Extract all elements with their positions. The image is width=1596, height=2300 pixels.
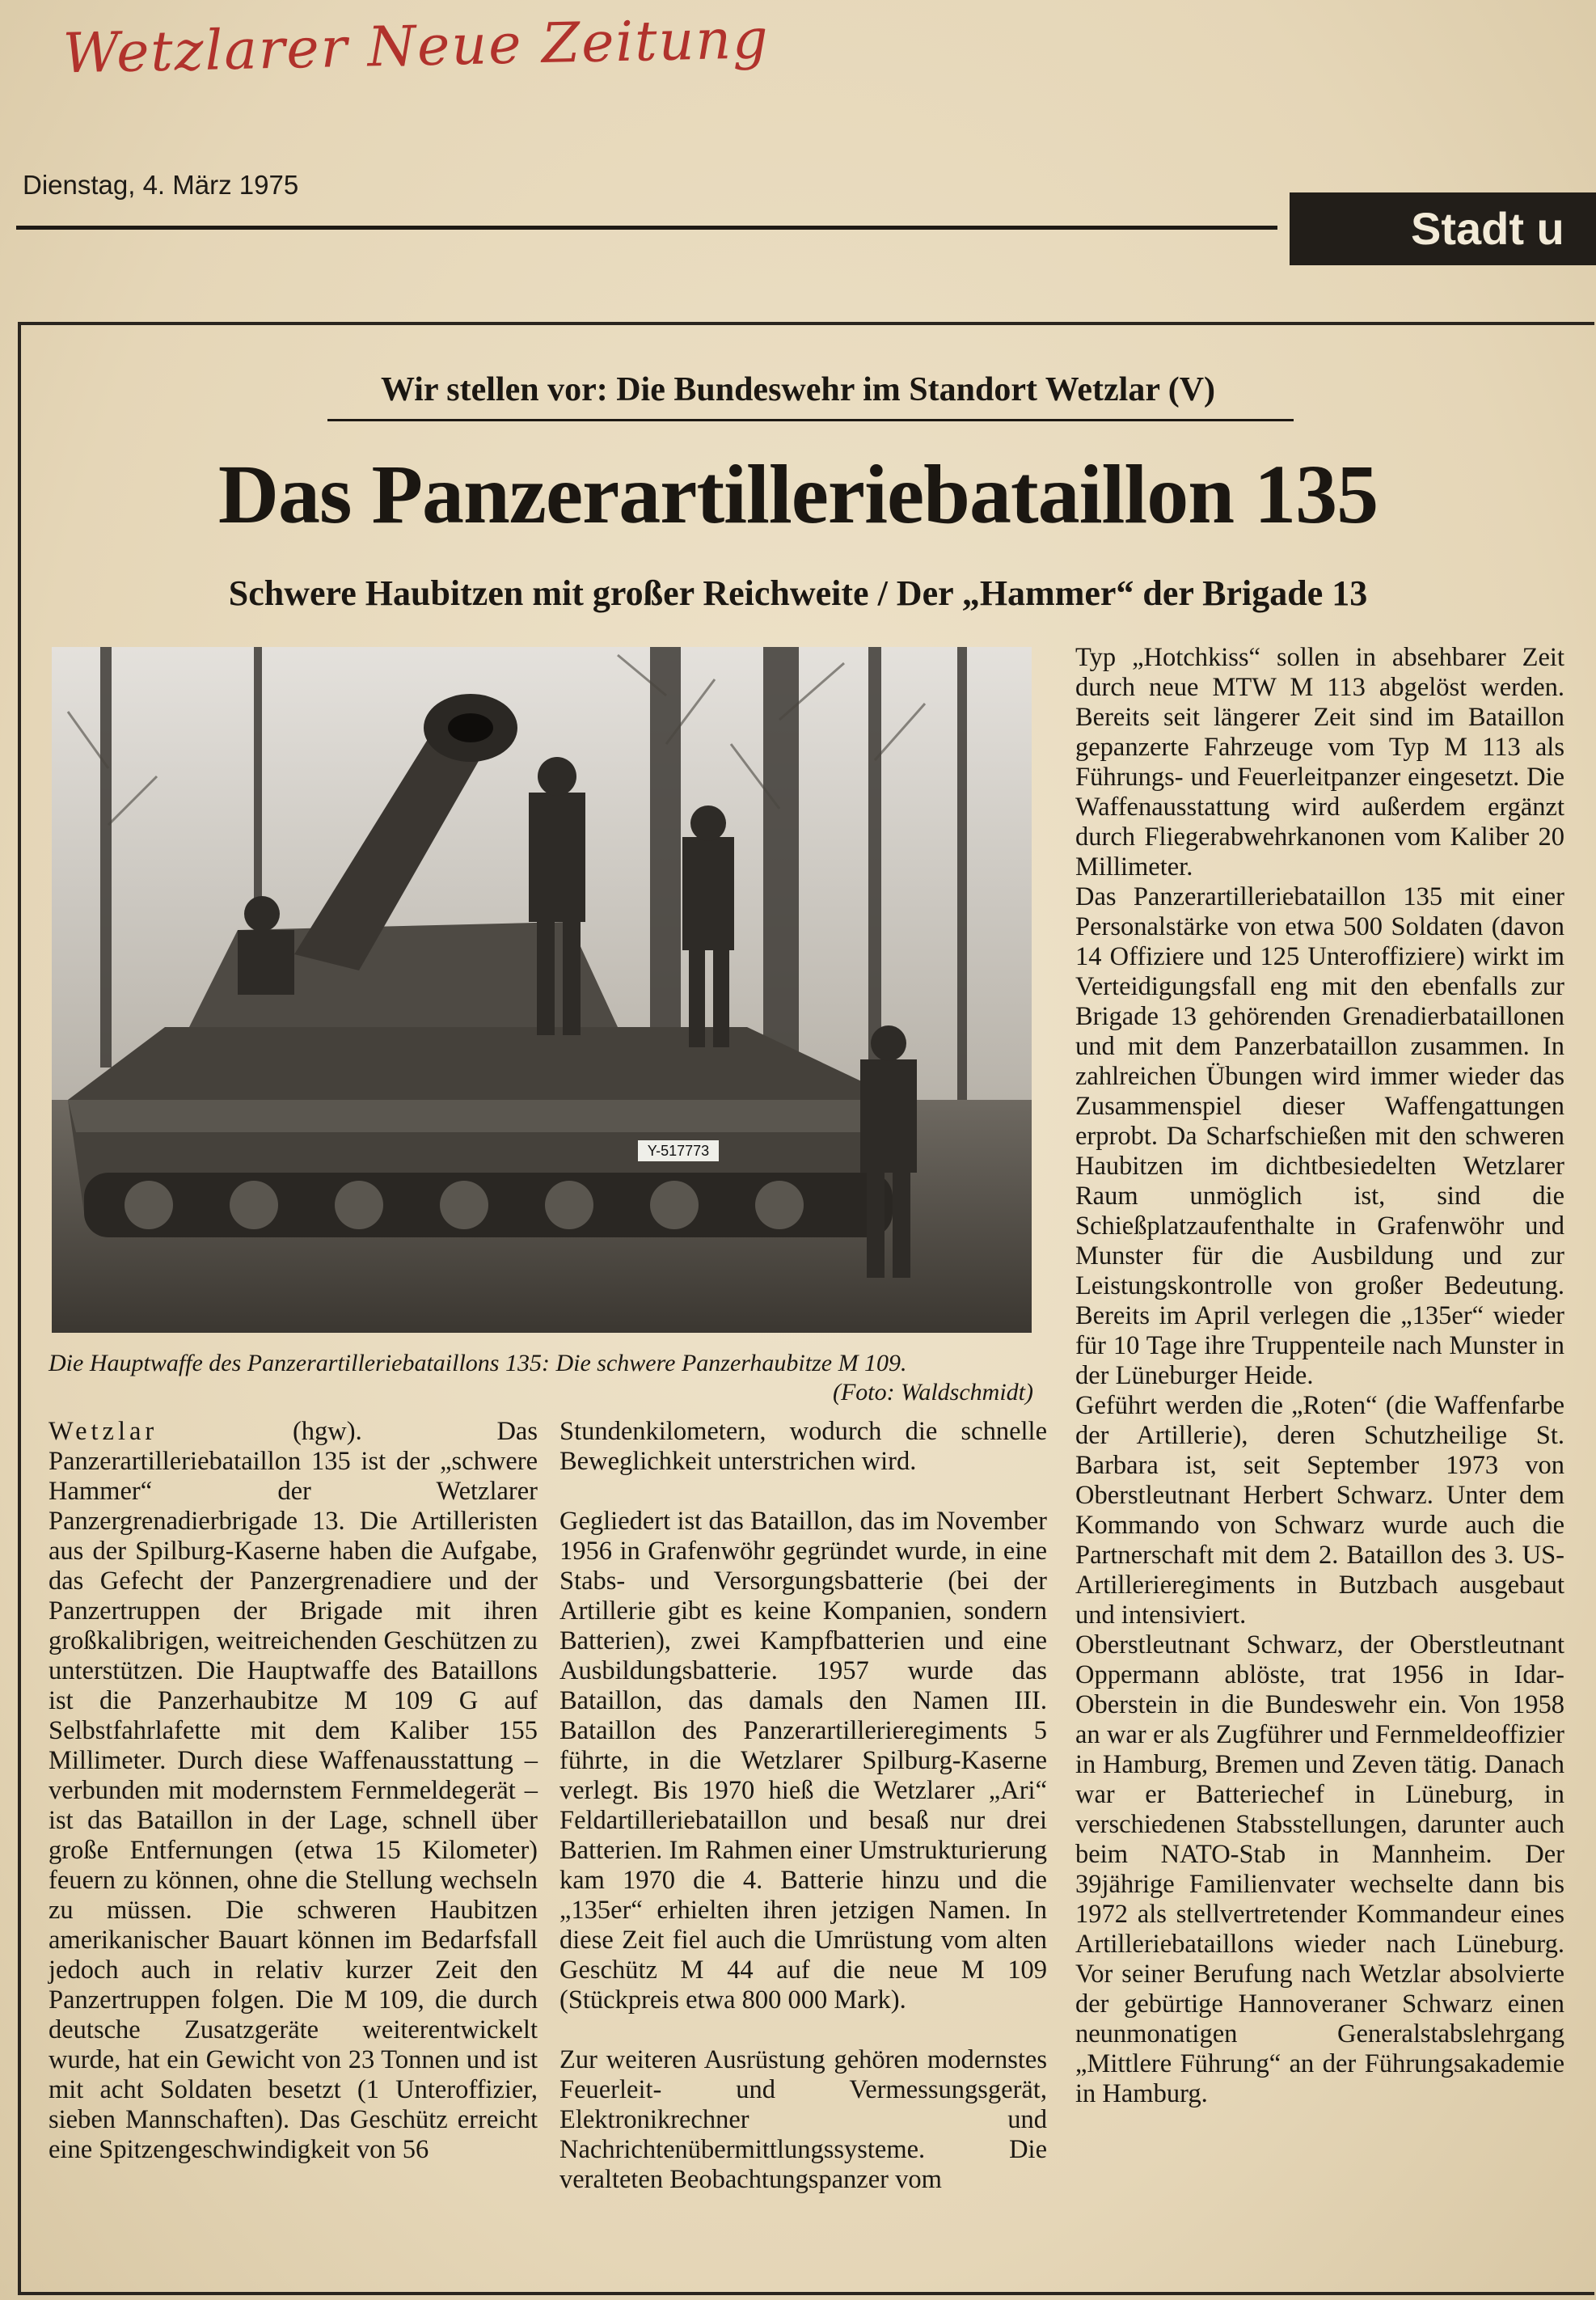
article-subheadline: Schwere Haubitzen mit großer Reichweite / Der „Hammer“ der Brigade 13	[228, 573, 1368, 613]
article-column-3: Typ „Hotchkiss“ sollen in absehbarer Zeit durch neue MTW M 113 abgelöst werden. Bereits seit längerer Zeit sind im Bataillon gepanzerte Fahrzeuge vom Typ M 113 als Führungs- und Feuerleitpanzer eingesetzt. Die Waffenausstattung wird außerdem ergänzt durch Fliegerabwehrkanonen vom Kaliber 20 Millimeter. Das Panzerartilleriebataillon 135 mit einer Personalstärke von etwa 500 Soldaten (davon 14 Offiziere und 125 Unteroffiziere) wirkt im Verteidigungsfall eng mit den ebenfalls zur Brigade 13 gehörenden Grenadierbataillonen und mit dem Panzerbataillon zusammen. In zahlreichen Übungen wird immer wieder das Zusammenspiel dieser Waffengattungen erprobt. Da Scharfschießen mit den schweren Haubitzen im dichtbesiedelten Wetzlarer Raum unmöglich ist, sind die Schießplatzaufenthalte in Grafenwöhr und Munster für die Ausbildung und zur Leistungskontrolle von großer Bedeutung. Bereits im April verlegen die „135er“ wieder für 10 Tage ihre Truppenteile nach Munster in der Lüneburger Heide. Geführt werden die „Roten“ (die Waffenfarbe der Artillerie), deren Schutzheilige St. Barbara ist, seit September 1973 von Oberstleutnant Herbert Schwarz. Unter dem Kommando von Schwarz wurde auch die Partnerschaft mit dem 2. Bataillon des 3. US-Artillerieregiments in Butzbach ausgebaut und intensiviert. Oberstleutnant Schwarz, der Oberstleutnant Oppermann ablöste, trat 1956 in Idar-Oberstein in die Bundeswehr ein. Von 1958 an war er als Zugführer und Fernmeldeoffizier in Hamburg, Bremen und Zeven tätig. Danach war er Batteriechef in Lüneburg, in verschiedenen Stabsstellungen, darunter auch beim NATO-Stab in Mannheim. Der 39jährige Familienvater wechselte dann bis 1972 als stellvertretender Kommandeur eines Artilleriebataillons wieder nach Lüneburg. Vor seiner Berufung nach Wetzlar absolvierte der gebürtige Hannoveraner Schwarz einen neunmonatigen Generalstabslehrgang „Mittlere Führung“ an der Führungsakademie in Hamburg.	[1075, 643, 1564, 2108]
howitzer-photo-illustration	[52, 647, 1032, 1333]
article-column-1-text: (hgw). Das Panzerartilleriebataillon 135 ist der „schwere Hammer“ der Wetzlarer Panzergrenadierbrigade 13. Die Artilleristen aus der Spilburg-Kaserne haben die Aufgabe, das Gefecht der Panzergrenadiere und der Panzertruppen der Brigade mit ihren großkalibrigen, weitreichenden Geschützen zu unterstützen. Die Hauptwaffe des Bataillons ist die Panzerhaubitze M 109 G auf Selbstfahrlafette mit dem Kaliber 155 Millimeter. Durch diese Waffenausstattung – verbunden mit modernstem Fernmeldegerät – ist das Bataillon in der Lage, schnell über große Entfernungen (etwa 15 Kilometer) feuern zu können, ohne die Stellung wechseln zu müssen. Die schweren Haubitzen amerikanischer Bauart können im Bedarfsfall jedoch auch in relativ kurzer Zeit den Panzertruppen folgen. Die M 109, die durch deutsche Zusatzgeräte weiterentwickelt wurde, hat ein Gewicht von 23 Tonnen und ist mit acht Soldaten besetzt (1 Unteroffizier, sieben Mannschaften). Das Geschütz erreicht eine Spitzengeschwindigkeit von 56	[49, 1417, 538, 2164]
article-headline: Das Panzerartilleriebataillon 135	[217, 448, 1379, 541]
article-column-1	[49, 1417, 538, 2165]
issue-date: Dienstag, 4. März 1975	[23, 170, 299, 200]
photo-caption: Die Hauptwaffe des Panzerartilleriebataillons 135: Die schwere Panzerhaubitze M 109.	[49, 1350, 907, 1376]
overline-underline	[327, 419, 1294, 421]
photo-caption-block	[49, 1349, 1033, 1407]
vehicle-plate: Y-517773	[647, 1143, 710, 1159]
dateline: Wetzlar	[49, 1417, 158, 1446]
handwritten-note: Wetzlarer Neue Zeitung	[61, 7, 771, 87]
header-rule	[16, 226, 1277, 230]
article-overline: Wir stellen vor: Die Bundeswehr im Standort Wetzlar (V)	[380, 371, 1216, 408]
howitzer-photo	[52, 647, 1032, 1333]
article-column-2: Stundenkilometern, wodurch die schnelle Beweglichkeit unterstrichen wird. Gegliedert ist das Bataillon, das im November 1956 in Grafenwöhr gegründet wurde, in eine Stabs- und Versorgungsbatterie (bei der Artillerie gibt es keine Kompanien, sondern Batterien), zwei Kampfbatterien und eine Ausbildungsbatterie. 1957 wurde das Bataillon, das damals den Namen III. Bataillon des Panzerartillerieregiments 5 führte, in die Wetzlarer Spilburg-Kaserne verlegt. Bis 1970 hieß die Wetzlarer „Ari“ Feldartilleriebataillon und besaß nur drei Batterien. Im Rahmen einer Umstrukturierung kam 1970 die 4. Batterie hinzu und die „135er“ erhielten ihren jetzigen Namen. In diese Zeit fiel auch die Umrüstung vom alten Geschütz M 44 auf die neue M 109 (Stückpreis etwa 800 000 Mark). Zur weiteren Ausrüstung gehören modernstes Feuerleit- und Vermessungsgerät, Elektronikrechner und Nachrichtenübermittlungssysteme. Die veralteten Beobachtungspanzer vom	[559, 1417, 1047, 2194]
section-tab: Stadt u	[1290, 192, 1596, 265]
photo-credit: (Foto: Waldschmidt)	[832, 1379, 1033, 1406]
